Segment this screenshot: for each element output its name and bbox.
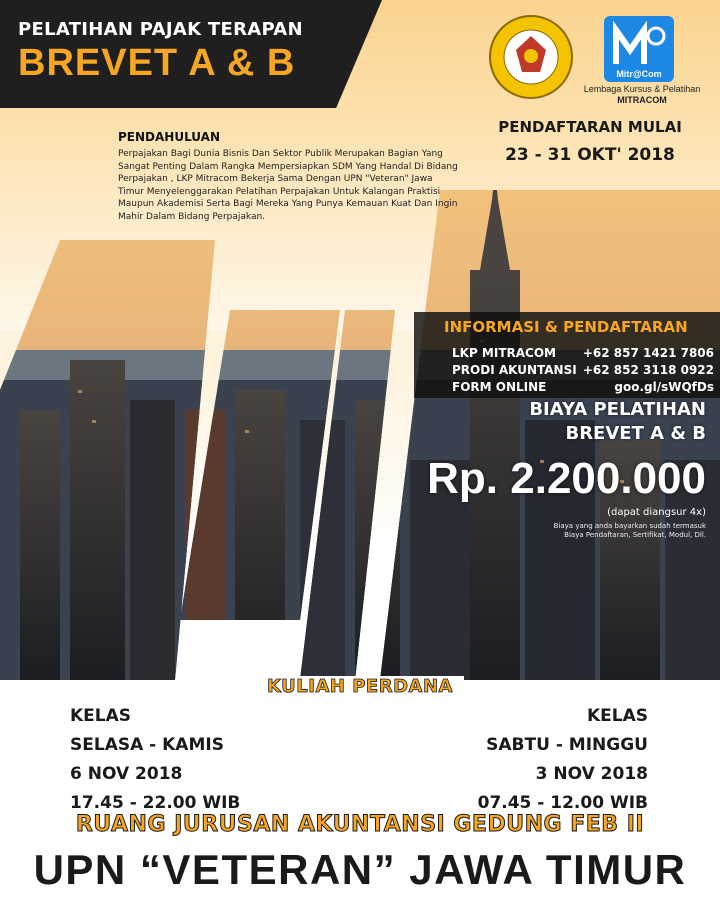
mitracom-logo [604, 16, 674, 82]
fee-note [500, 522, 706, 540]
fee-note-line1: Biaya yang anda bayarkan sudah termasuk [553, 522, 706, 530]
fee-label-line2: BREVET A & B [565, 423, 706, 444]
class-schedule-left [70, 702, 240, 818]
header-subtitle: PELATIHAN PAJAK TERAPAN [18, 19, 303, 40]
venue: RUANG JURUSAN AKUNTANSI GEDUNG FEB II [75, 812, 645, 837]
upn-logo [488, 14, 574, 100]
contact-label: FORM ONLINE [452, 380, 547, 394]
contact-value: +62 852 3118 0922 [582, 363, 714, 377]
class-label: KELAS [586, 706, 648, 726]
info-title: INFORMASI & PENDAFTARAN [444, 318, 688, 336]
class-date: 6 NOV 2018 [70, 764, 183, 784]
mitracom-logo-text: Mitr@Com [616, 69, 662, 79]
form-online-link[interactable]: goo.gl/sWQfDs [614, 380, 714, 394]
class-days: SABTU - MINGGU [486, 735, 648, 755]
intro-heading: PENDAHULUAN [118, 130, 220, 144]
contact-label: PRODI AKUNTANSI [452, 363, 577, 377]
header-title: BREVET A & B [18, 42, 296, 84]
class-time: 17.45 - 22.00 WIB [70, 793, 241, 813]
class-label: KELAS [70, 706, 132, 726]
intro-body: Perpajakan Bagi Dunia Bisnis Dan Sektor Publik Merupakan Bagian Yang Sangat Penting Dalam Rangka Mempersiapkan SDM Yang Handal Di Bidang Perpajakan , LKP Mitracom Bekerja Sama Dengan UPN "Veteran" Jawa Timur Menyelenggarakan Pelatihan Perpajakan Untuk Kalangan Praktisi Maupun Akademisi Serta Bagi Mereka Yang Punya Kemauan Kuat Dan Ingin Mahir Dalam Bidang Perpajakan. [118, 149, 458, 222]
contact-label: LKP MITRACOM [452, 346, 556, 360]
class-date: 3 NOV 2018 [535, 764, 648, 784]
mitracom-caption-line1: Lembaga Kursus & Pelatihan [583, 84, 701, 94]
class-time: 07.45 - 12.00 WIB [477, 793, 648, 813]
fee-label [440, 398, 706, 446]
contact-value: +62 857 1421 7806 [582, 346, 714, 360]
mitracom-caption-line2: MITRACOM [617, 95, 667, 105]
fee-label-line1: BIAYA PELATIHAN [529, 399, 706, 420]
kuliah-title: KULIAH PERDANA [267, 676, 453, 697]
class-days: SELASA - KAMIS [70, 735, 224, 755]
mitracom-caption [580, 84, 704, 106]
fee-note-line2: Biaya Pendaftaran, Sertifikat, Modul, Dll. [564, 531, 706, 539]
registration-dates: 23 - 31 OKT' 2018 [505, 145, 675, 165]
fee-installment: (dapat diangsur 4x) [607, 507, 706, 518]
registration-label: PENDAFTARAN MULAI [498, 118, 682, 136]
class-schedule-right [420, 702, 648, 818]
fee-amount: Rp. 2.200.000 [427, 454, 706, 503]
campus-name: UPN “VETERAN” JAWA TIMUR [33, 846, 687, 893]
